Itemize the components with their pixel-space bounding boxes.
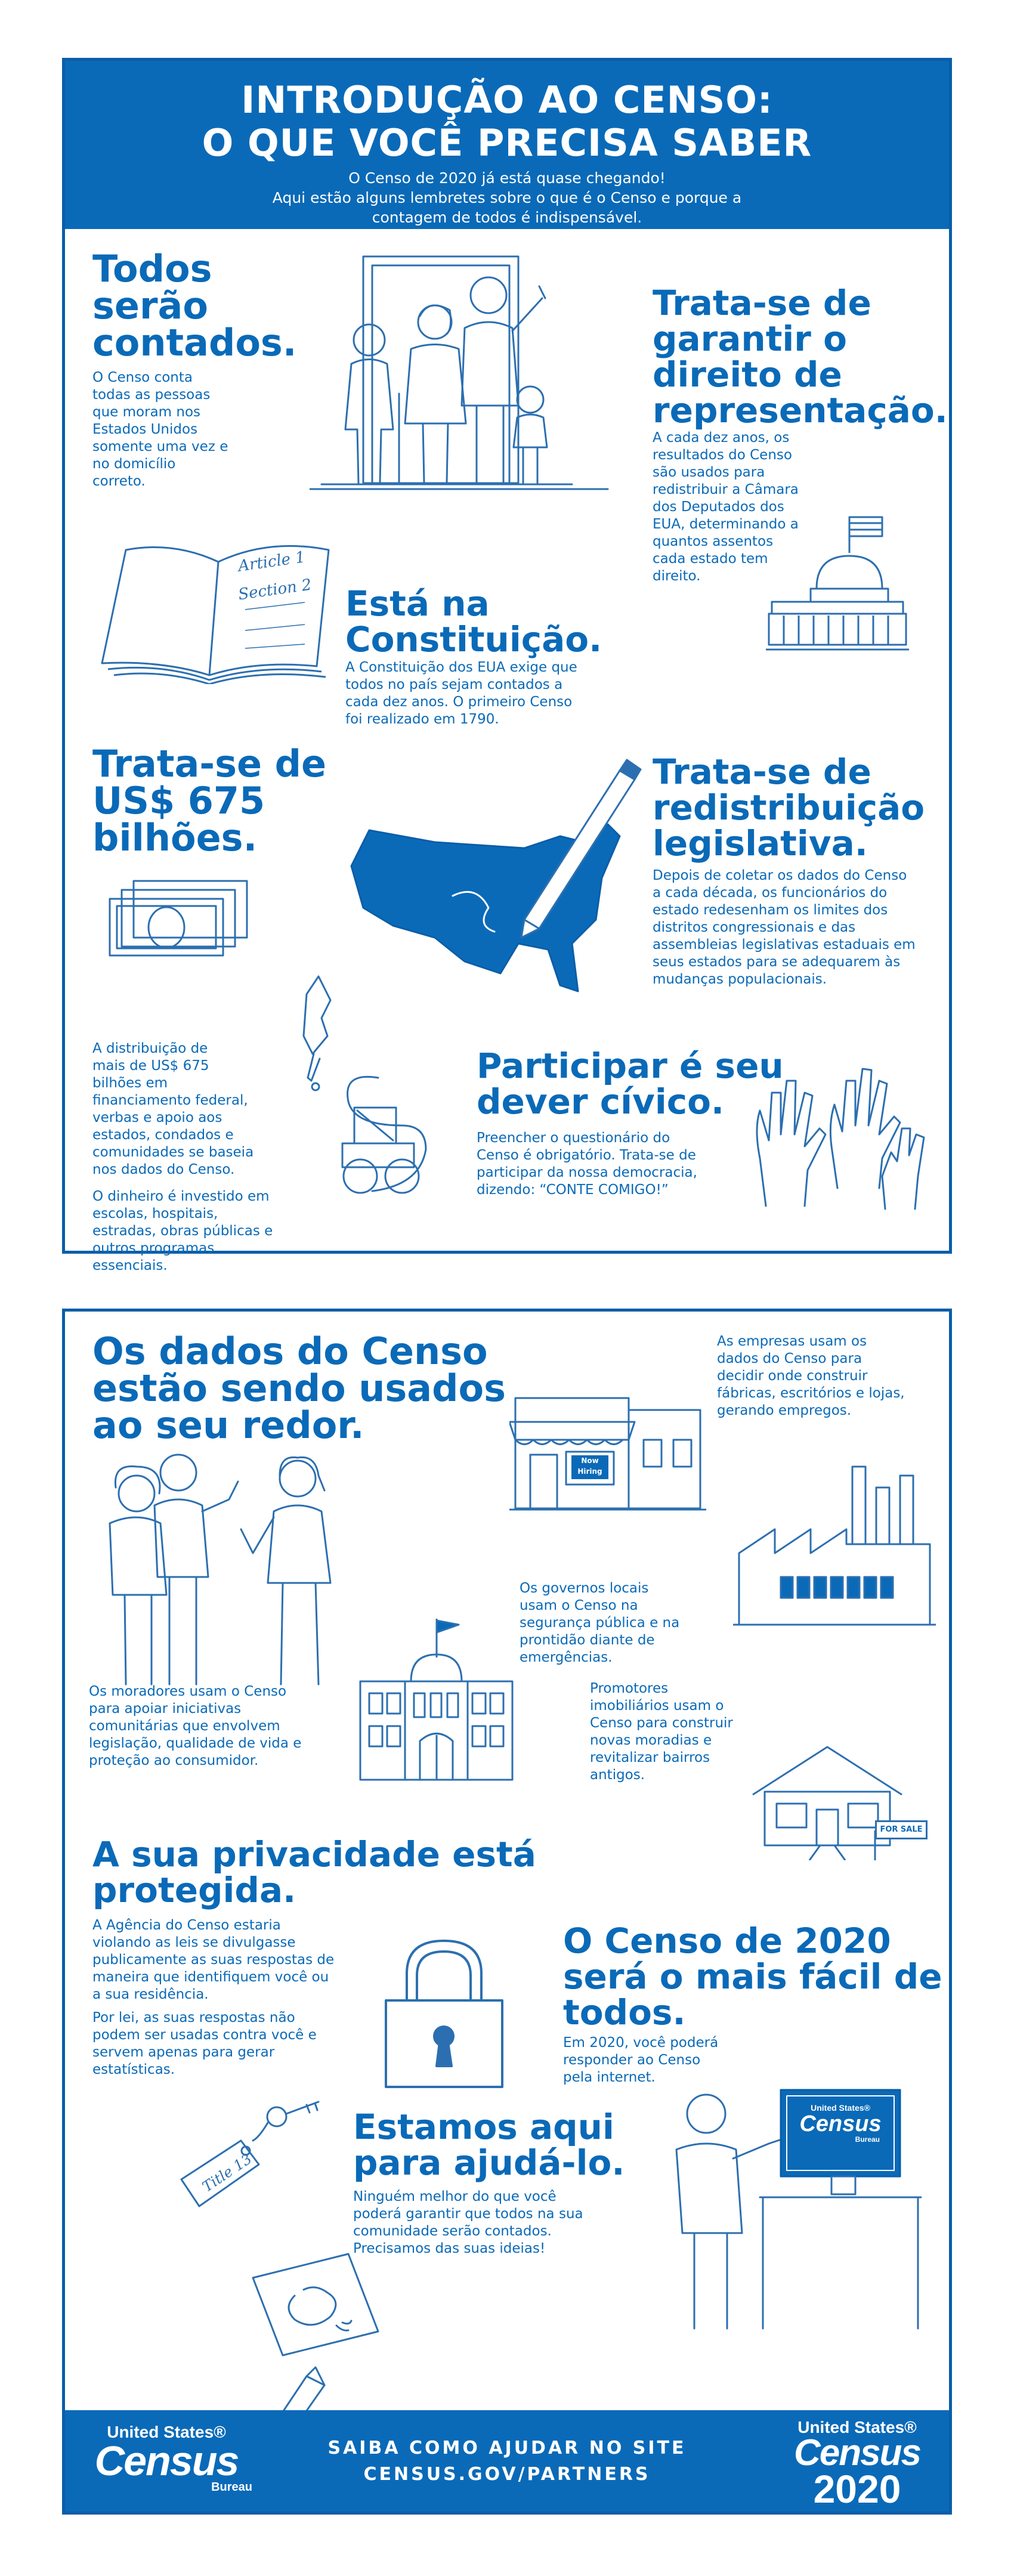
redistricting-heading: Trata-se de redistribuição legislativa. [653, 752, 925, 864]
census-bureau-logo: United States® Census Bureau [94, 2423, 252, 2494]
redistricting-body: Depois de coletar os dados do Censo a cada década, os funcionários do estado redesenham os limites dos distritos congressionais e das assembleias legislativas estaduais em seus estados para se adequarem às mudanças populacionais. [653, 868, 916, 987]
header-subtitle-line-3: contagem de todos é indispensável. [372, 209, 642, 226]
footer-line-2[interactable]: CENSUS.GOV/PARTNERS [363, 2464, 651, 2485]
billions-body: A distribuição de mais de US$ 675 bilhões em financiamento federal, verbas e apoio aos estados, condados e comunidades se baseia nos dados do Censo. [92, 1041, 254, 1177]
constitution-book-illustration [96, 526, 347, 684]
intro-panel [62, 58, 952, 1273]
constitution-heading: Está na Constituição. [345, 583, 602, 660]
easiest-heading: O Censo de 2020 será o mais fácil de todos. [563, 1921, 942, 2033]
padlock-icon [380, 1935, 508, 2090]
government-body: Os governos locais usam o Censo na segurança pública e na prontidão diante de emergências. [520, 1581, 680, 1665]
help-body: Ninguém melhor do que você poderá garantir que todos na sua comunidade serão contados. Precisamos das suas ideias! [353, 2189, 583, 2256]
data-around-heading: Os dados do Censo estão sendo usados ao seu redor. [92, 1329, 506, 1447]
now-hiring-sign: Now Hiring [571, 1455, 608, 1479]
store-illustration [509, 1392, 706, 1514]
billions-heading: Trata-se de US$ 675 bilhões. [92, 742, 327, 859]
business-body: As empresas usam os dados do Censo para decidir onde construir fábricas, escritórios e lojas, gerando empregos. [717, 1334, 905, 1418]
billions-body-2: O dinheiro é investido em escolas, hospitais, estradas, obras públicas e outros programas essenciais. [92, 1189, 273, 1273]
census-data-panel [62, 1309, 952, 2515]
title-13-tag-text: Title 13 [199, 2150, 255, 2195]
raised-hands-illustration [748, 1057, 927, 1212]
house-for-sale-illustration [750, 1741, 929, 1860]
civic-duty-heading: Participar é seu dever cívico. [477, 1046, 784, 1122]
representation-heading: Trata-se de garantir o direito de representação. [653, 283, 948, 431]
civic-duty-body: Preencher o questionário do Censo é obrigatório. Trata-se de participar da nossa democracia, dizendo: “CONTE COMIGO!” [477, 1130, 697, 1198]
census-2020-logo: United States® Census 2020 [794, 2418, 920, 2511]
header-title-line-1: INTRODUÇÃO AO CENSO: [241, 78, 773, 122]
footer-band [65, 2410, 949, 2512]
screen-census-logo: United States® Census Bureau [799, 2103, 882, 2144]
computer-user-illustration [664, 2084, 927, 2334]
book-section-text: Section 2 [237, 576, 313, 604]
header-title-line-2: O QUE VOCÊ PRECISA SABER [202, 121, 812, 165]
header-subtitle-line-1: O Censo de 2020 já está quase chegando! [348, 169, 666, 187]
help-heading: Estamos aqui para ajudá-lo. [353, 2107, 625, 2183]
counted-body: O Censo conta todas as pessoas que moram nos Estados Unidos somente uma vez e no domicílio correto. [92, 370, 228, 489]
easiest-body: Em 2020, você poderá responder ao Censo pela internet. [563, 2035, 719, 2085]
privacy-heading: A sua privacidade está protegida. [92, 1834, 536, 1910]
privacy-body-2: Por lei, as suas respostas não podem ser usadas contra você e servem apenas para gerar estatísticas. [92, 2010, 317, 2077]
developers-body: Promotores imobiliários usam o Censo para construir novas moradias e revitalizar bairros antigos. [590, 1681, 733, 1783]
for-sale-sign: FOR SALE [875, 1820, 928, 1839]
header-subtitle-line-2: Aqui estão alguns lembretes sobre o que é o Censo e porque a [272, 189, 742, 206]
key-tag-illustration [169, 2096, 324, 2215]
idea-sketch-illustration [247, 2242, 390, 2421]
counted-heading: Todos serão contados. [92, 247, 297, 364]
footer-line-1: SAIBA COMO AJUDAR NO SITE [327, 2438, 687, 2459]
us-map-pencil-illustration [345, 747, 656, 997]
capitol-building-illustration [766, 511, 909, 654]
representation-body: A cada dez anos, os resultados do Censo são usados para redistribuir a Câmara dos Deputados dos EUA, determinando a quantos assentos cada estado tem direito. [653, 430, 799, 584]
factory-illustration [733, 1464, 936, 1628]
header-band [65, 61, 949, 229]
residents-people-illustration [89, 1446, 351, 1696]
city-hall-illustration [354, 1616, 518, 1783]
book-article-text: Article 1 [237, 548, 307, 576]
constitution-body: A Constituição dos EUA exige que todos no país sejam contados a cada dez anos. O primeiro Censo foi realizado em 1790. [345, 660, 577, 727]
residents-body: Os moradores usam o Censo para apoiar iniciativas comunitárias que envolvem legislação, qualidade de vida e proteção ao consumidor. [89, 1684, 302, 1768]
family-doorway-illustration [310, 251, 620, 495]
privacy-body: A Agência do Censo estaria violando as leis se divulgasse publicamente as suas respostas de maneira que identifiquem você ou a sua residência. [92, 1918, 335, 2002]
